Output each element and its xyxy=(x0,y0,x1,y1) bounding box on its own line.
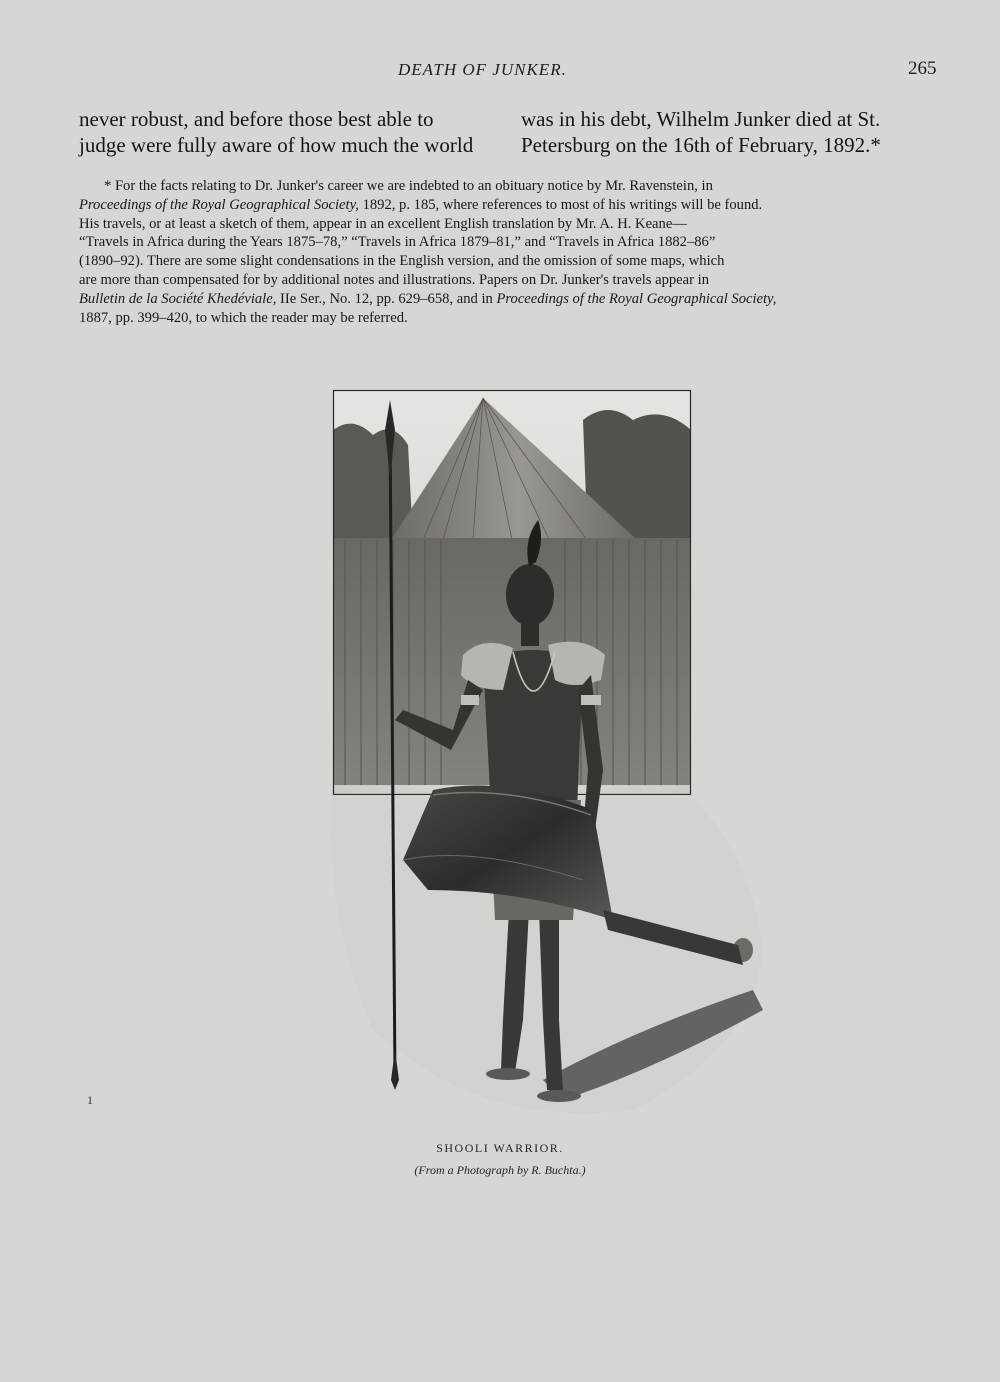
footnote-text: 1892, p. 185, where references to most of his writings will be found. xyxy=(358,196,763,213)
arm-band xyxy=(461,695,479,705)
journal-title: Bulletin de la Société Khedéviale, xyxy=(79,290,277,307)
footnote xyxy=(79,177,945,327)
footnote-line xyxy=(79,290,945,309)
footnote-line xyxy=(79,196,945,215)
body-line: Petersburg on the 16th of February, 1892.* xyxy=(521,133,881,157)
arm-band xyxy=(581,695,601,705)
footnote-line: “Travels in Africa during the Years 1875–78,” “Travels in Africa 1879–81,” and “Travels in Africa 1882–86” xyxy=(79,234,716,251)
warrior-head xyxy=(506,564,554,626)
footnote-line: 1887, pp. 399–420, to which the reader may be referred. xyxy=(79,309,408,326)
page-number: 265 xyxy=(908,58,937,79)
spear-butt xyxy=(391,1050,399,1090)
body-text-right-column xyxy=(521,106,945,158)
warrior-right-sandal xyxy=(537,1090,581,1102)
margin-mark: 1 xyxy=(87,1093,93,1107)
body-line: never robust, and before those best able to xyxy=(79,107,434,131)
footnote-line: His travels, or at least a sketch of them, appear in an excellent English translation by Mr. A. H. Keane— xyxy=(79,215,687,232)
footnote-line: are more than compensated for by additional notes and illustrations. Papers on Dr. Junker's travels appear in xyxy=(79,271,709,288)
footnote-line: * For the facts relating to Dr. Junker's career we are indebted to an obituary notice by Mr. Ravenstein, in xyxy=(104,178,713,194)
body-line: was in his debt, Wilhelm Junker died at St. xyxy=(521,107,881,131)
warrior-engraving xyxy=(333,390,691,795)
journal-title: Proceedings of the Royal Geographical Society, xyxy=(496,290,777,307)
warrior-left-sandal xyxy=(486,1068,530,1080)
warrior-neck xyxy=(521,618,539,646)
trees-left xyxy=(333,424,413,540)
footnote-text: IIe Ser., No. 12, pp. 629–658, and in xyxy=(276,290,497,307)
body-line: judge were fully aware of how much the world xyxy=(79,133,474,157)
footnote-line: (1890–92). There are some slight condensations in the English version, and the omission of some maps, which xyxy=(79,253,725,270)
journal-title: Proceedings of the Royal Geographical Society, xyxy=(79,196,359,213)
running-head: DEATH OF JUNKER. xyxy=(398,60,567,79)
figure-caption-credit: (From a Photograph by R. Buchta.) xyxy=(414,1163,586,1177)
body-text-left-column xyxy=(79,106,503,158)
figure-caption-title: SHOOLI WARRIOR. xyxy=(436,1141,564,1155)
